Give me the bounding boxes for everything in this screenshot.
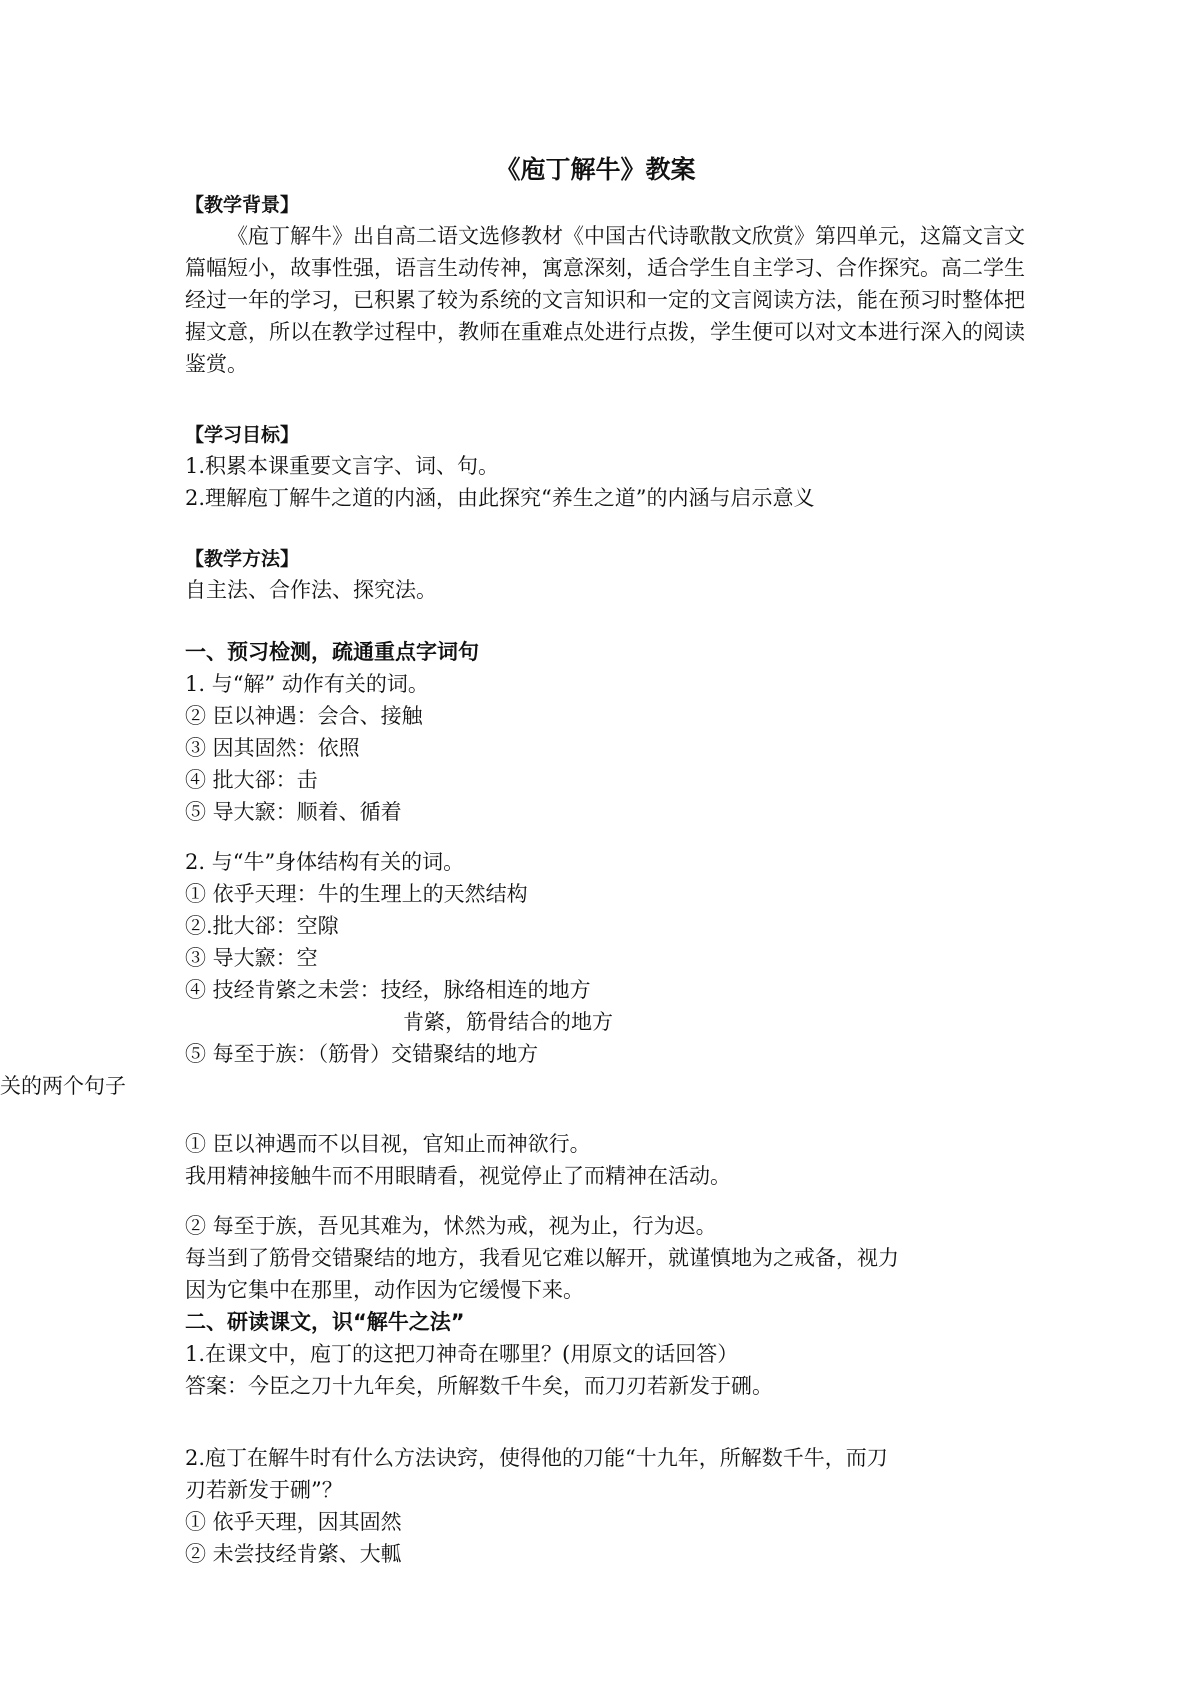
group2-item-continuation: 肯綮，筋骨结合的地方 [403,1010,613,1034]
answer-text: 答案：今臣之刀十九年矣，所解数千牛矣，而刀刃若新发于硎。 [185,1374,773,1398]
question-text: 刃若新发于硎”？ [185,1478,343,1502]
question-text: 1.在课文中，庖丁的这把刀神奇在哪里？(用原文的话回答） [185,1342,739,1366]
section1-heading: 一、预习检测，疏通重点字词句 [185,640,479,664]
group2-title: 2. 与“牛”身体结构有关的词。 [185,850,465,874]
methods-text: 自主法、合作法、探究法。 [185,578,437,602]
page-title: 《庖丁解牛》教案 [495,155,696,184]
answer-item: ② 未尝技经肯綮、大軱 [185,1542,402,1566]
sentence-translation: 因为它集中在那里，动作因为它缓慢下来。 [185,1278,584,1302]
group1-item: ④ 批大郤：击 [185,768,318,792]
group2-item: ⑤ 每至于族：（筋骨）交错聚结的地方 [185,1042,539,1066]
group1-item: ② 臣以神遇：会合、接触 [185,704,423,728]
group1-item: ⑤ 导大窾：顺着、循着 [185,800,402,824]
background-heading: 【教学背景】 [185,194,300,216]
cut-off-text-fragment: 关的两个句子 [0,1074,126,1098]
sentence-translation: 每当到了筋骨交错聚结的地方，我看见它难以解开，就谨慎地为之戒备，视力 [185,1246,899,1270]
group1-title: 1. 与“解” 动作有关的词。 [185,672,429,696]
background-paragraph: 《庖丁解牛》出自高二语文选修教材《中国古代诗歌散文欣赏》第四单元，这篇文言文篇幅短小，故事性强，语言生动传神，寓意深刻，适合学生自主学习、合作探究。高二学生经过一年的学习，已积累了较为系统的文言知识和一定的文言阅读方法，能在预习时整体把握文意，所以在教学过程中，教师在重难点处进行点拨，学生便可以对文本进行深入的阅读鉴赏。 [185,224,1025,376]
answer-item: ① 依乎天理，因其固然 [185,1510,402,1534]
methods-heading: 【教学方法】 [185,548,300,570]
section2-heading: 二、研读课文，识“解牛之法” [185,1310,465,1334]
group2-item: ① 依乎天理：牛的生理上的天然结构 [185,882,528,906]
sentence-item: ② 每至于族，吾见其难为，怵然为戒，视为止，行为迟。 [185,1214,717,1238]
group2-item: ②.批大郤：空隙 [185,914,339,938]
document-body [185,190,1025,1570]
sentence-item: ① 臣以神遇而不以目视，官知止而神欲行。 [185,1132,591,1156]
sentence-translation: 我用精神接触牛而不用眼睛看，视觉停止了而精神在活动。 [185,1164,731,1188]
group1-item: ③ 因其固然：依照 [185,736,360,760]
group2-item: ④ 技经肯綮之未尝：技经，脉络相连的地方 [185,978,591,1002]
goals-heading: 【学习目标】 [185,424,300,446]
group2-item: ③ 导大窾：空 [185,946,318,970]
goal-item: 1.积累本课重要文言字、词、句。 [185,454,500,478]
goal-item: 2.理解庖丁解牛之道的内涵，由此探究“养生之道”的内涵与启示意义 [185,486,815,510]
question-text: 2.庖丁在解牛时有什么方法诀窍，使得他的刀能“十九年，所解数千牛，而刀 [185,1446,888,1470]
